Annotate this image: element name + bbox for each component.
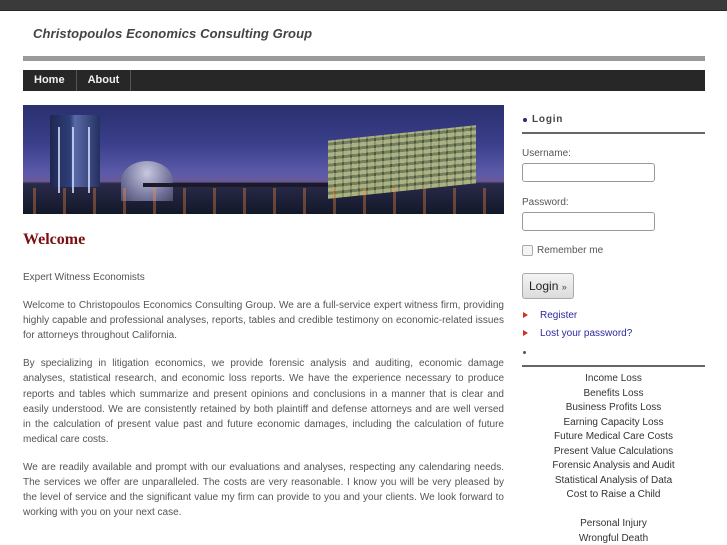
banner-bridge <box>143 183 333 187</box>
site-title[interactable]: Christopoulos Economics Consulting Group <box>33 26 313 41</box>
nav-item-about[interactable]: About <box>77 70 132 91</box>
login-button-label: Login <box>529 279 559 293</box>
page-heading: Welcome <box>23 231 86 248</box>
banner-reflections <box>23 188 504 214</box>
service-item: Forensic Analysis and Audit <box>552 460 675 471</box>
header-divider <box>23 56 705 61</box>
banner-tower <box>50 115 100 187</box>
login-widget-title <box>522 112 705 128</box>
login-title-text: Login <box>532 114 564 125</box>
content-paragraph: Welcome to Christopoulos Economics Consulting Group. We are a full-service expert witness firm, providing highly capable and professional analyses, reports, tables and credible testimony on economic-related issues for attorneys throughout California. <box>23 300 504 342</box>
nav-item-home[interactable]: Home <box>23 70 77 91</box>
spacer <box>522 503 705 518</box>
sidebar-divider <box>522 365 705 367</box>
content-paragraph: We are readily available and prompt with our evaluations and analyses, respecting any calendaring needs. The services we offer are unparalleled. The costs are very reasonable. I know you will be very pleased by the level of service and the significant value my firm can provide to you and your clients. We look forward to working with you on your next case. <box>23 461 504 519</box>
username-label: Username: <box>522 148 571 159</box>
banner-detail <box>88 127 90 193</box>
empty-list-item <box>522 343 705 361</box>
banner-detail <box>72 127 74 193</box>
list-item <box>522 307 705 325</box>
header-banner-image <box>23 105 504 214</box>
content-paragraph: By specializing in litigation economics, we provide forensic analysis and auditing, economic damage analyses, statistical research, and economic loss reports. We have the experience necessary to produce reports and tables which summarize and present opinions and conclusions in a manner that is clear and easily understood. We are consistently retained by both plaintiff and defense attorneys and are well versed in the calculation of present value past and future economic damages, including the calculation of future medical care costs. <box>23 358 504 445</box>
case-type-item: Wrongful Death <box>578 532 649 544</box>
bullet-icon <box>523 351 526 354</box>
list-item <box>522 325 705 343</box>
service-item: Business Profits Loss <box>565 402 662 413</box>
main-content <box>23 270 504 533</box>
lost-password-link[interactable]: Lost your password? <box>540 328 633 339</box>
login-title-divider <box>522 132 705 134</box>
double-chevron-right-icon: » <box>561 282 567 292</box>
service-item: Cost to Raise a Child <box>566 489 661 500</box>
service-item: Future Medical Care Costs <box>554 431 673 442</box>
register-link[interactable]: Register <box>540 310 578 321</box>
remember-me-row <box>522 244 705 256</box>
service-item: Present Value Calculations <box>553 445 674 457</box>
service-item: Benefits Loss <box>583 387 644 399</box>
password-label: Password: <box>522 197 569 208</box>
service-item: Earning Capacity Loss <box>563 416 664 428</box>
username-input[interactable] <box>522 163 655 182</box>
case-type-item: Personal Injury <box>580 518 647 529</box>
service-item: Income Loss <box>585 373 642 384</box>
main-nav <box>23 70 705 91</box>
banner-detail <box>58 127 60 193</box>
login-links <box>522 307 705 343</box>
password-input[interactable] <box>522 212 655 231</box>
remember-me-label[interactable]: Remember me <box>537 244 604 256</box>
sidebar <box>522 112 705 545</box>
service-item: Statistical Analysis of Data <box>554 474 673 486</box>
bullet-icon <box>523 118 527 122</box>
arrow-right-icon <box>523 312 528 318</box>
login-button[interactable] <box>522 273 574 299</box>
services-list <box>522 372 705 545</box>
arrow-right-icon <box>523 330 528 336</box>
top-bar <box>0 0 727 11</box>
remember-me-checkbox[interactable] <box>522 245 533 256</box>
content-subtitle: Expert Witness Economists <box>23 272 145 283</box>
